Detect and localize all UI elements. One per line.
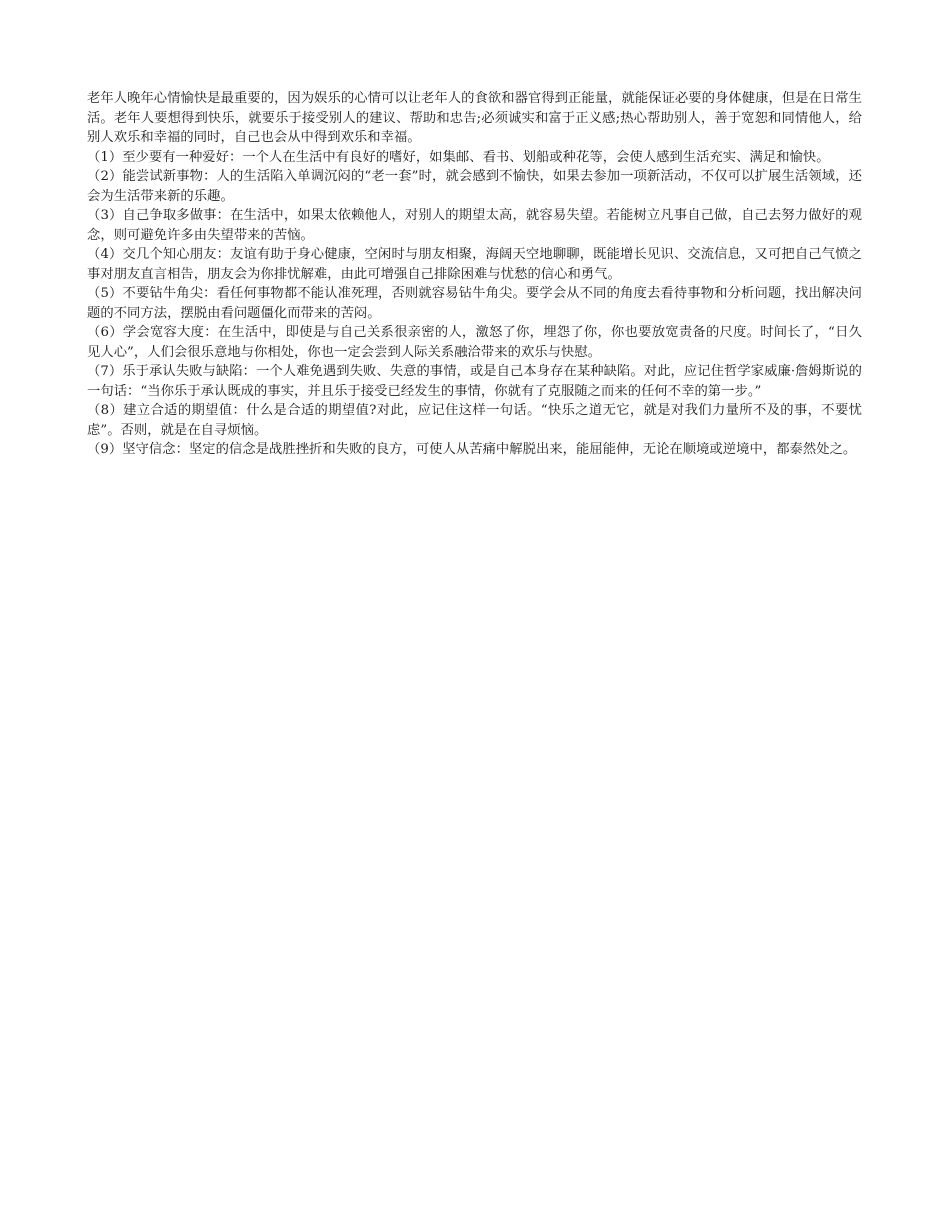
list-item: （4）交几个知心朋友：友谊有助于身心健康，空闲时与朋友相聚，海阔天空地聊聊，既能增长见识、交流信息，又可把自己气愤之事对朋友直言相告，朋友会为你排忧解难，由此可增强自己排除困难与忧愁的信心和勇气。	[87, 247, 862, 282]
list-item: （3）自己争取多做事：在生活中，如果太依赖他人，对别人的期望太高，就容易失望。若能树立凡事自己做，自己去努力做好的观念，则可避免许多由失望带来的苦恼。	[87, 208, 862, 243]
list-item: （1）至少要有一种爱好：一个人在生活中有良好的嗜好，如集邮、看书、划船或种花等，会使人感到生活充实、满足和愉快。	[87, 149, 830, 165]
list-item: （5）不要钻牛角尖：看任何事物都不能认准死理，否则就容易钻牛角尖。要学会从不同的角度去看待事物和分析问题，找出解决问题的不同方法，摆脱由看问题僵化而带来的苦闷。	[87, 286, 862, 321]
list-item: （2）能尝试新事物：人的生活陷入单调沉闷的“老一套”时，就会感到不愉快，如果去参加一项新活动，不仅可以扩展生活领域，还会为生活带来新的乐趣。	[87, 169, 862, 204]
intro-paragraph: 老年人晚年心情愉快是最重要的，因为娱乐的心情可以让老年人的食欲和器官得到正能量，就能保证必要的身体健康，但是在日常生活。老年人要想得到快乐，就要乐于接受别人的建议、帮助和忠告;必须诚实和富于正义感;热心帮助别人，善于宽恕和同情他人，给别人欢乐和幸福的同时，自己也会从中得到欢乐和幸福。	[87, 91, 862, 145]
list-item: （9）坚守信念：坚定的信念是战胜挫折和失败的良方，可使人从苦痛中解脱出来，能屈能伸，无论在顺境或逆境中，都泰然处之。	[87, 442, 857, 457]
list-item: （8）建立合适的期望值：什么是合适的期望值?对此，应记住这样一句话。“快乐之道无它，就是对我们力量所不及的事，不要忧虑”。否则，就是在自寻烦恼。	[87, 403, 862, 438]
document-body	[87, 89, 862, 460]
list-item: （6）学会宽容大度：在生活中，即使是与自己关系很亲密的人，激怒了你，埋怨了你，你也要放宽责备的尺度。时间长了，“日久见人心”，人们会很乐意地与你相处，你也一定会尝到人际关系融洽带来的欢乐与快慰。	[87, 325, 862, 360]
list-item: （7）乐于承认失败与缺陷：一个人难免遇到失败、失意的事情，或是自己本身存在某种缺陷。对此，应记住哲学家威廉·詹姆斯说的一句话：“当你乐于承认既成的事实，并且乐于接受已经发生的事情，你就有了克服随之而来的任何不幸的第一步。”	[87, 364, 862, 399]
